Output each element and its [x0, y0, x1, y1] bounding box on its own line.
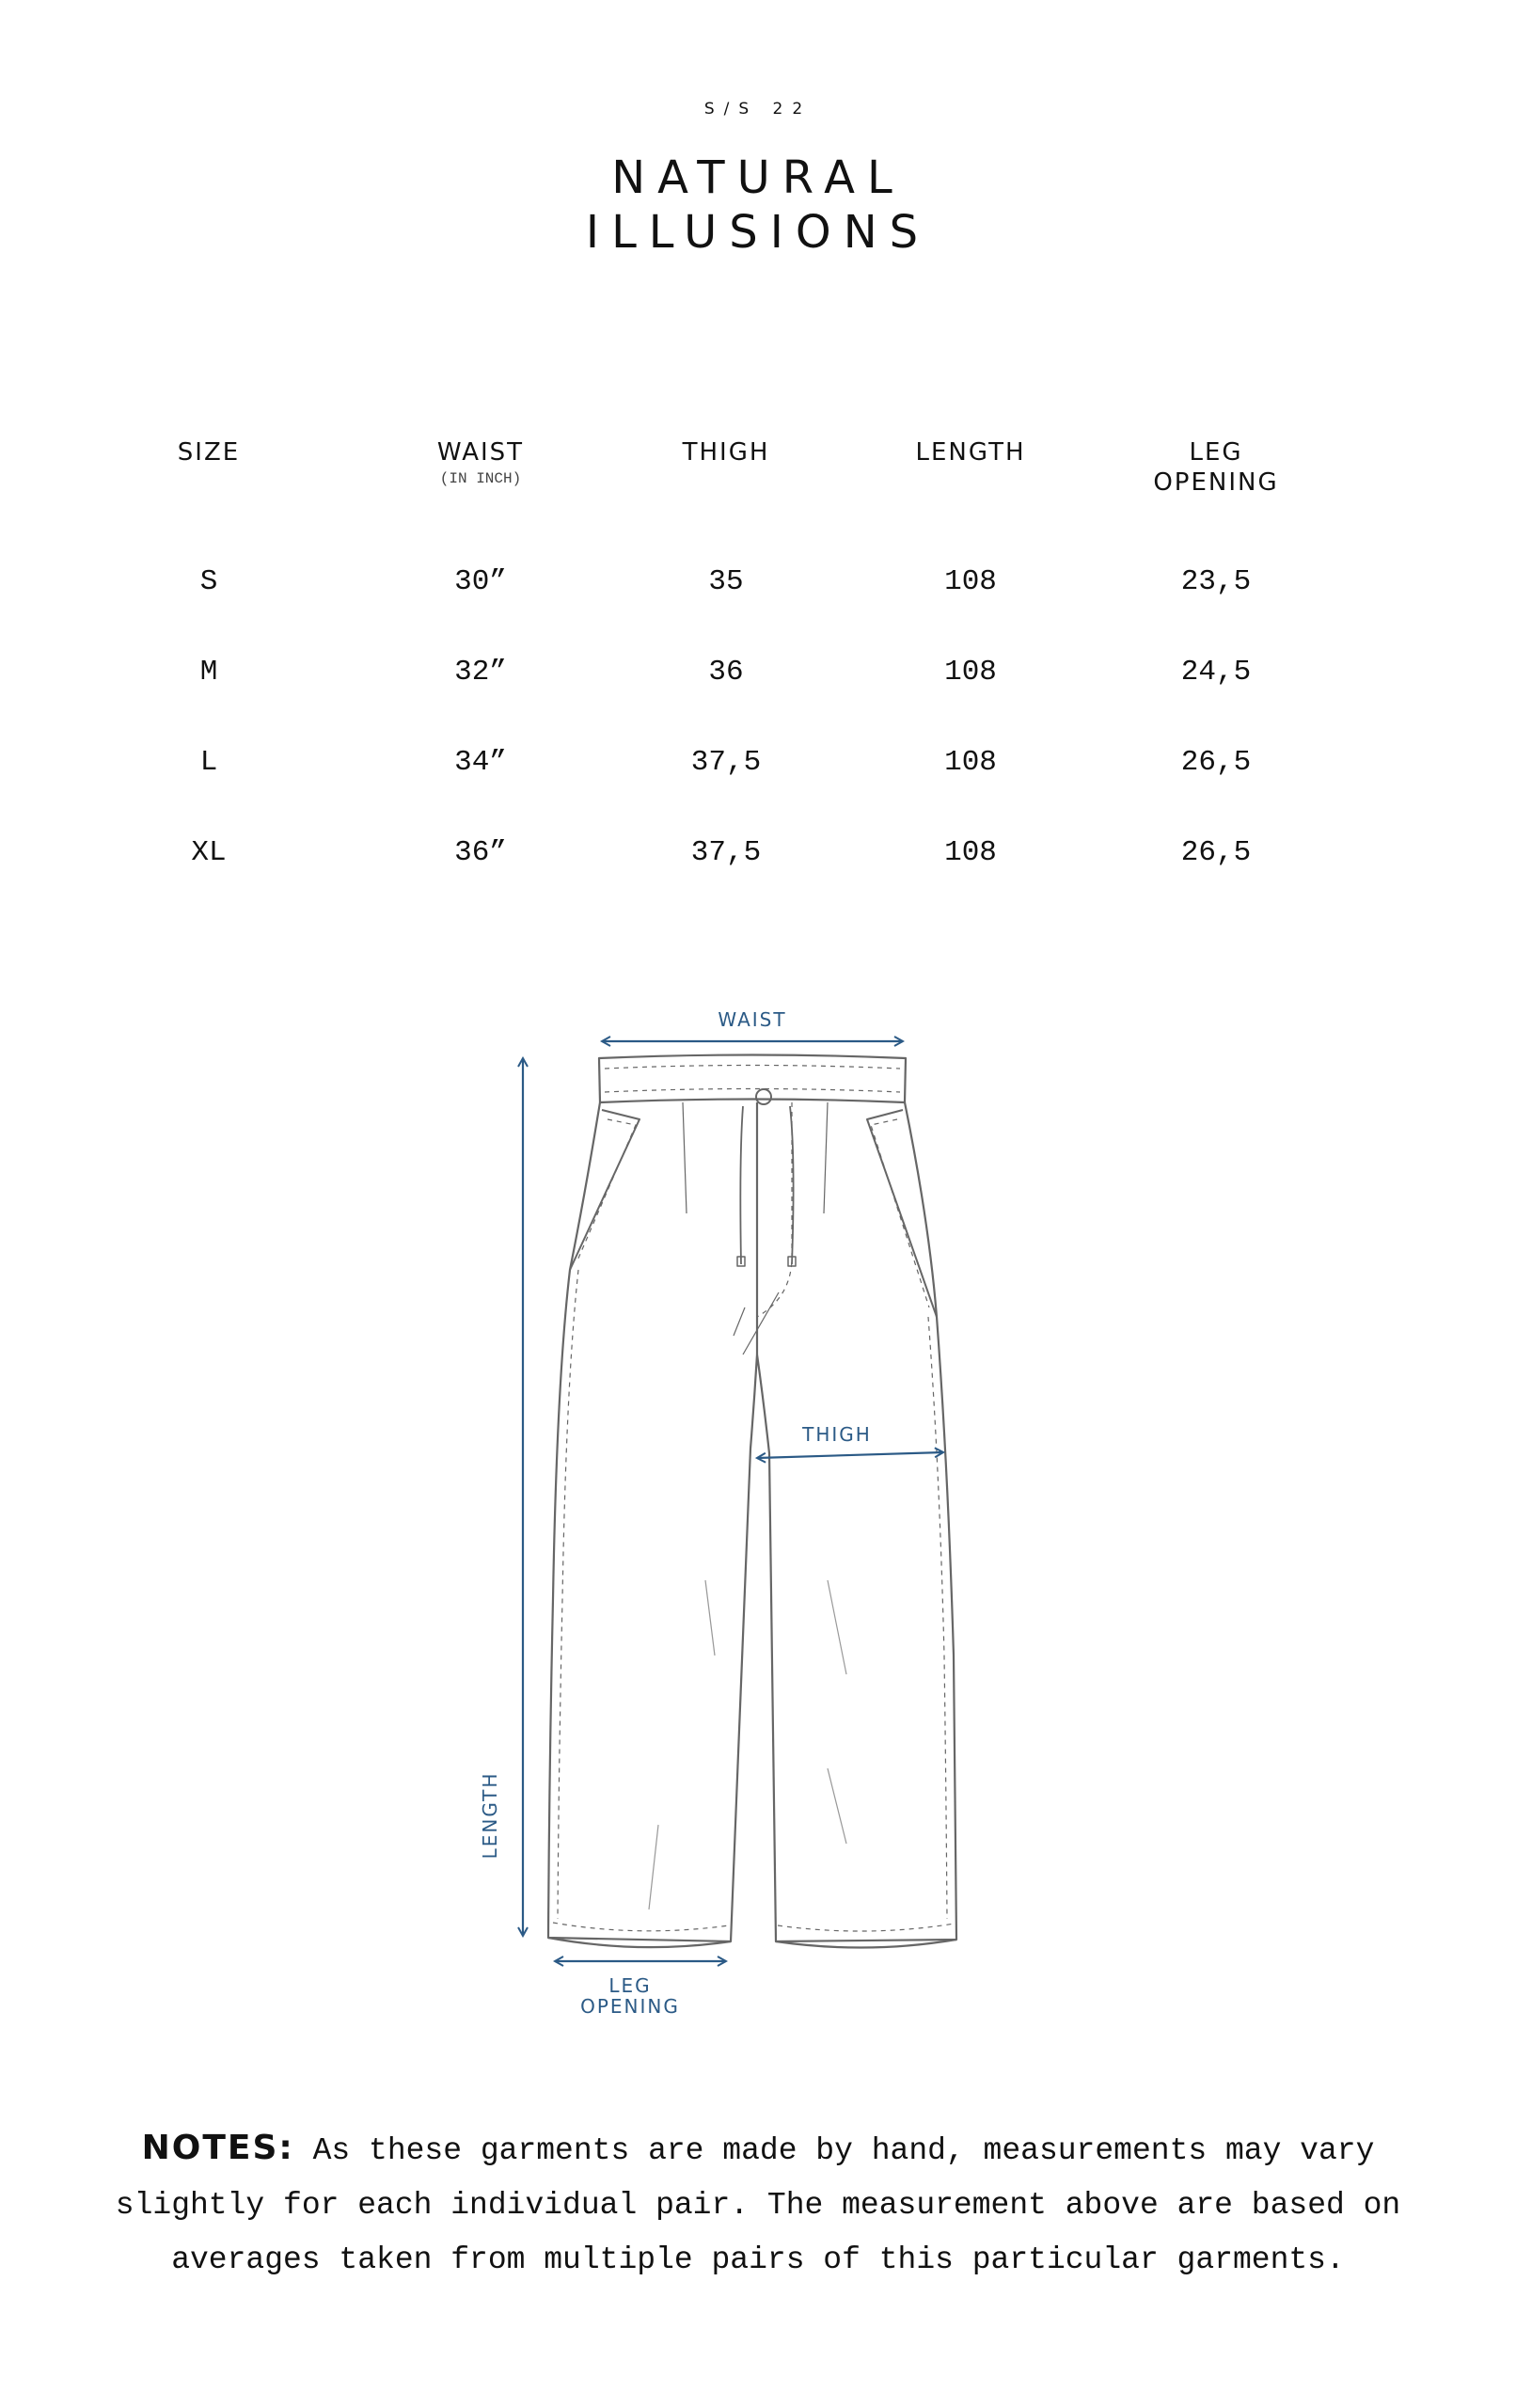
- cell-length: 108: [944, 746, 997, 779]
- cell-length: 108: [944, 656, 997, 689]
- column-header-leg-opening-line1: LEG: [1189, 438, 1243, 467]
- cell-leg-opening: 24,5: [1180, 656, 1252, 689]
- waist-unit-note: (IN INCH): [439, 470, 522, 487]
- cell-waist: 32”: [454, 656, 507, 689]
- collection-title-line1: NATURAL: [611, 151, 905, 204]
- collection-title-line2: ILLUSIONS: [585, 206, 931, 259]
- season-label: S/S 22: [703, 100, 813, 119]
- diagram-opening-label: OPENING: [580, 1995, 680, 2018]
- cell-leg-opening: 23,5: [1180, 565, 1252, 598]
- cell-waist: 36”: [454, 836, 507, 869]
- cell-size: L: [199, 746, 218, 779]
- column-header-size: SIZE: [177, 438, 241, 467]
- cell-size: S: [199, 565, 218, 598]
- notes-text: As these garments are made by hand, measurements may vary slightly for each individual pair. The measurement above are based on averages taken from multiple pairs of this particular garments.: [115, 2133, 1401, 2277]
- cell-leg-opening: 26,5: [1180, 836, 1252, 869]
- column-header-length: LENGTH: [915, 438, 1026, 467]
- diagram-waist-label: WAIST: [718, 1008, 787, 1031]
- diagram-length-label: LENGTH: [479, 1771, 501, 1860]
- notes-paragraph: [75, 2121, 1441, 2287]
- cell-length: 108: [944, 836, 997, 869]
- cell-thigh: 37,5: [690, 746, 762, 779]
- cell-thigh: 35: [708, 565, 744, 598]
- diagram-leg-label: LEG: [608, 1974, 652, 1997]
- cell-thigh: 36: [708, 656, 744, 689]
- trousers-outline: [548, 1055, 956, 1948]
- cell-thigh: 37,5: [690, 836, 762, 869]
- cell-size: XL: [191, 836, 227, 869]
- column-header-waist: WAIST: [436, 438, 525, 467]
- column-header-thigh: THIGH: [682, 438, 770, 467]
- thigh-arrow: [757, 1452, 943, 1458]
- diagram-thigh-label: THIGH: [802, 1423, 872, 1446]
- notes-label: NOTES:: [141, 2129, 294, 2167]
- column-header-leg-opening-line2: OPENING: [1153, 468, 1279, 497]
- cell-size: M: [199, 656, 218, 689]
- cell-leg-opening: 26,5: [1180, 746, 1252, 779]
- cell-waist: 34”: [454, 746, 507, 779]
- cell-waist: 30”: [454, 565, 507, 598]
- cell-length: 108: [944, 565, 997, 598]
